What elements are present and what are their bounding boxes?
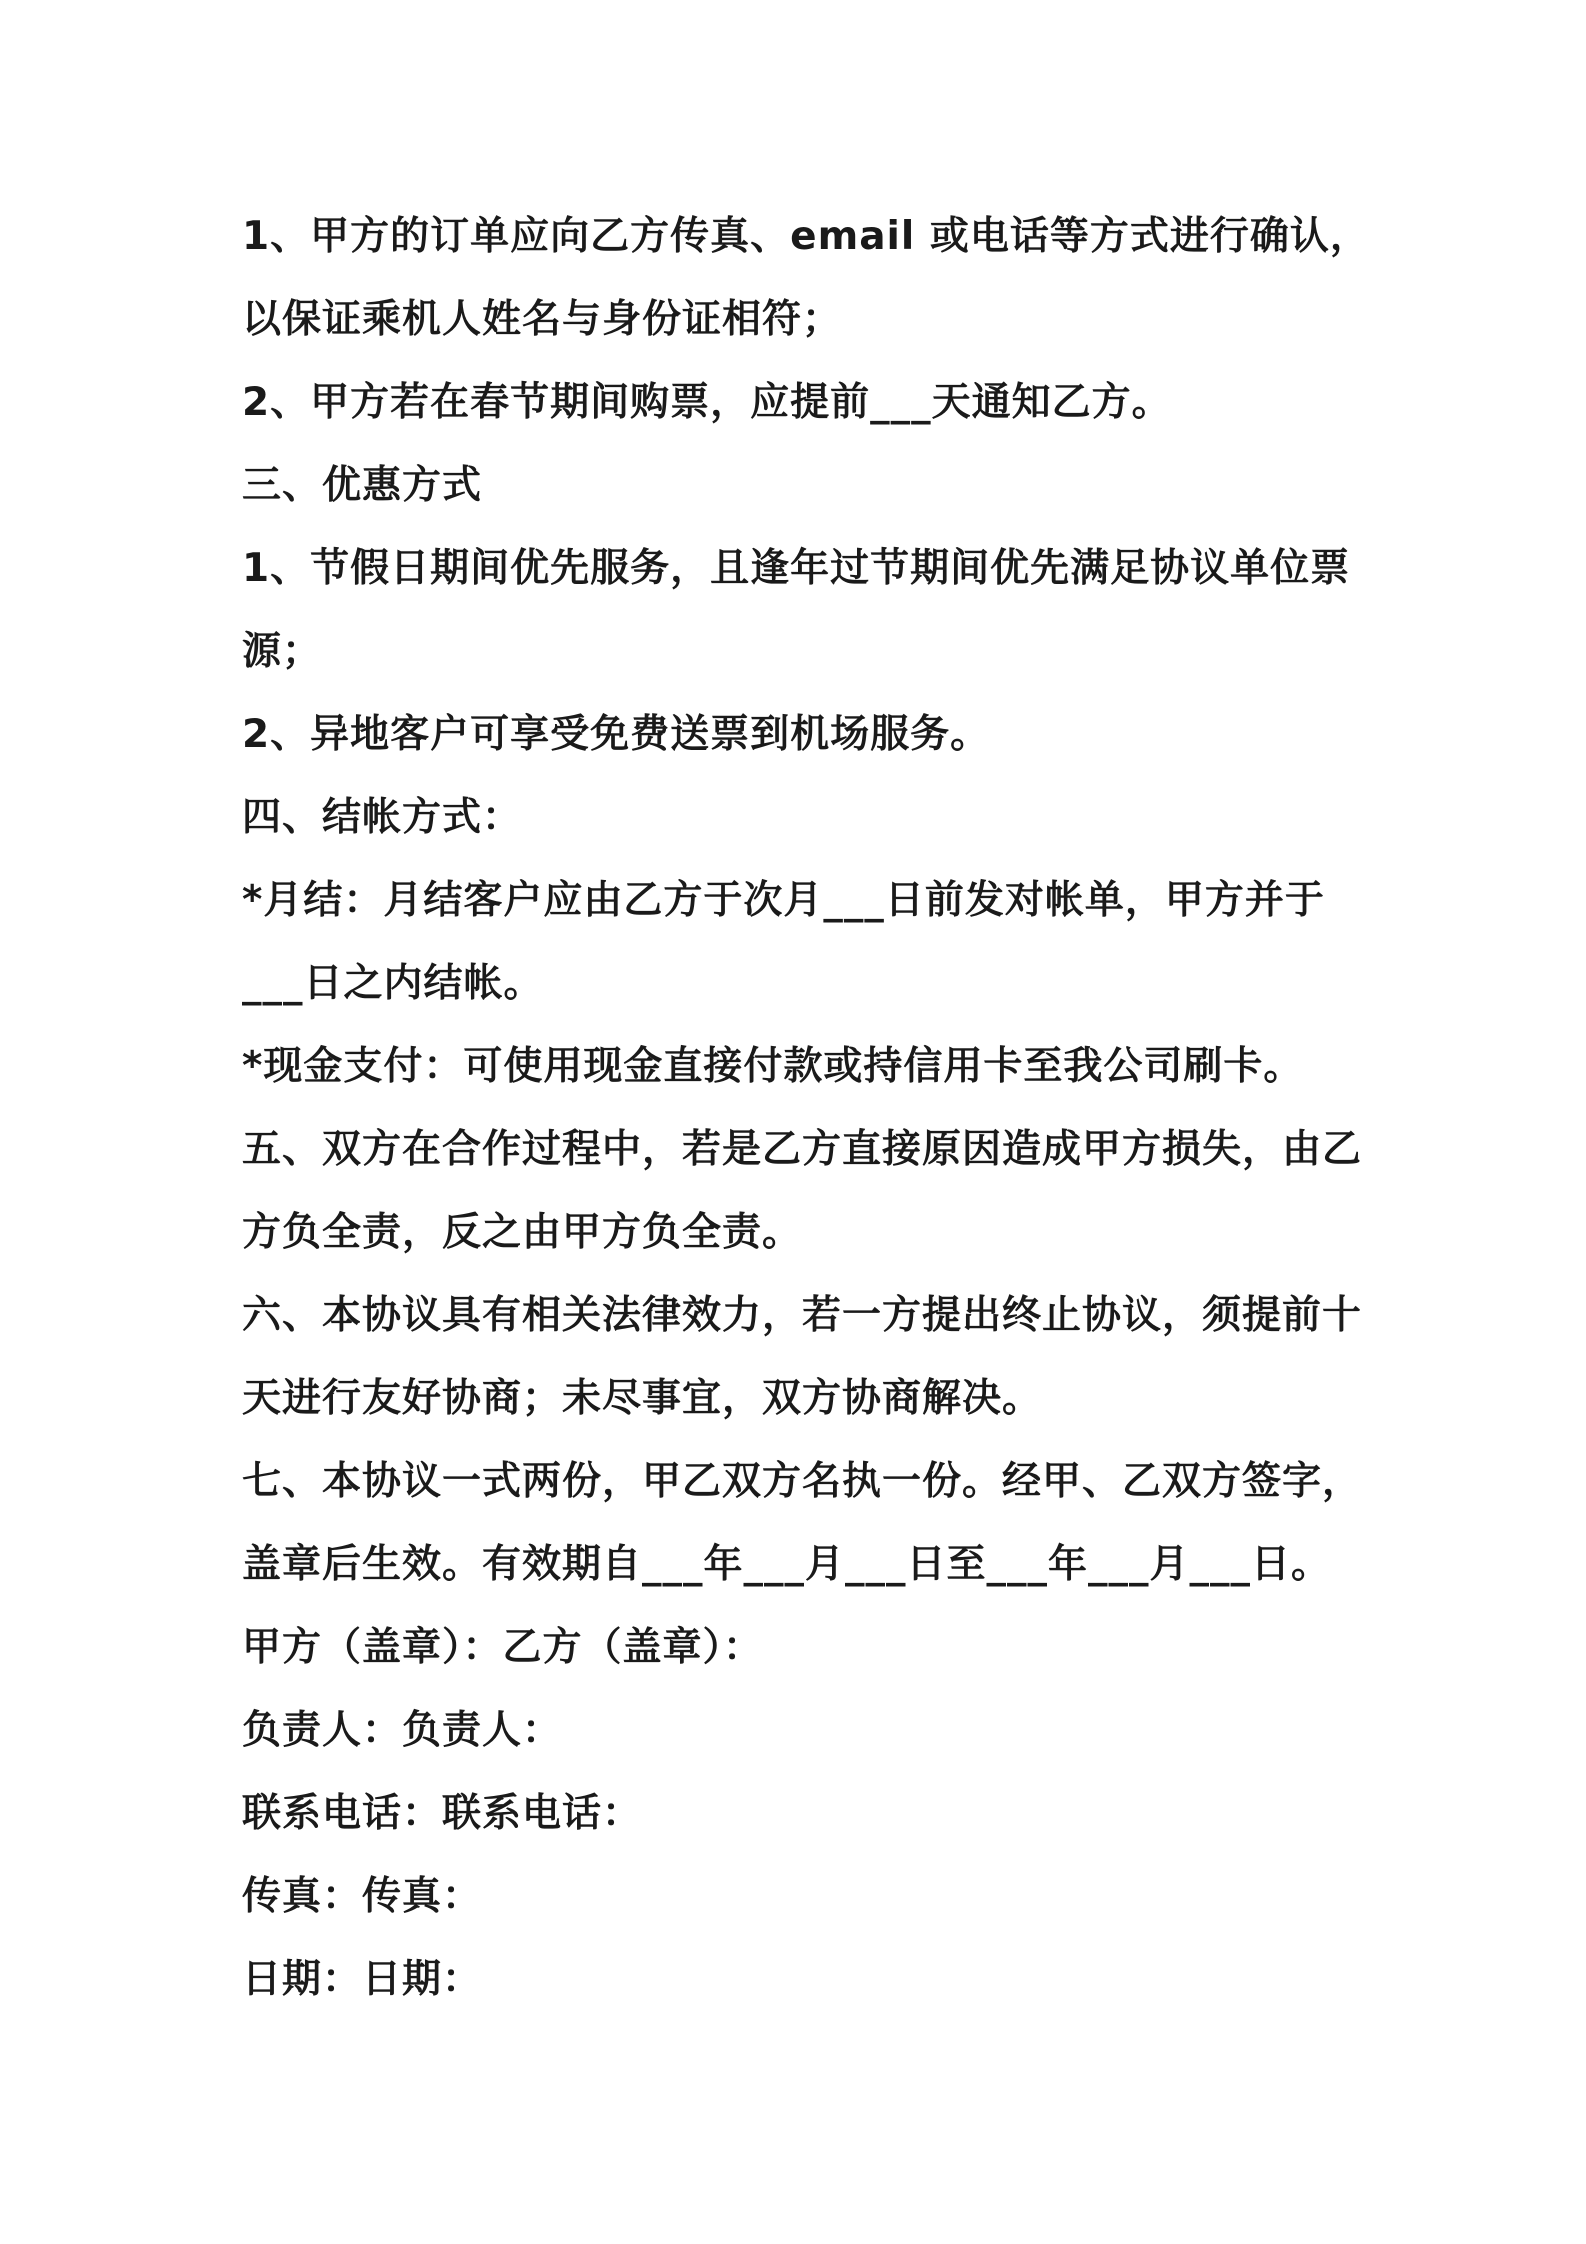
liability-clause-cont: 方负全责，反之由甲方负全责。 [242,1210,803,1255]
monthly-settlement-clause-cont: ___日之内结帐。 [242,961,544,1006]
holiday-priority-clause-cont: 源； [242,629,323,674]
legal-effect-clause-cont: 天进行友好协商；未尽事宜，双方协商解决。 [242,1376,1043,1421]
holiday-priority-clause: 1、节假日期间优先服务，且逢年过节期间优先满足协议单位票 [242,546,1351,591]
ticket-delivery-clause: 2、异地客户可享受免费送票到机场服务。 [242,712,991,757]
spring-festival-clause: 2、甲方若在春节期间购票，应提前___天通知乙方。 [242,380,1172,425]
monthly-settlement-clause: *月结：月结客户应由乙方于次月___日前发对帐单，甲方并于 [242,878,1325,923]
order-confirm-clause-cont: 以保证乘机人姓名与身份证相符； [242,297,843,342]
cash-payment-clause: *现金支付：可使用现金直接付款或持信用卡至我公司刷卡。 [242,1044,1304,1089]
document-body [242,195,1370,2021]
validity-period-clause: 盖章后生效。有效期自___年___月___日至___年___月___日。 [242,1542,1332,1587]
legal-effect-clause: 六、本协议具有相关法律效力，若一方提出终止协议，须提前十 [242,1293,1363,1338]
order-confirm-clause: 1、甲方的订单应向乙方传真、email 或电话等方式进行确认， [242,214,1370,259]
section-heading-discount: 三、优惠方式 [242,463,483,508]
section-heading-settlement: 四、结帐方式： [242,795,523,840]
liability-clause: 五、双方在合作过程中，若是乙方直接原因造成甲方损失，由乙 [242,1127,1363,1172]
copies-clause: 七、本协议一式两份，甲乙双方名执一份。经甲、乙双方签字， [242,1459,1363,1504]
seal-signature-line: 甲方（盖章）：乙方（盖章）： [242,1625,764,1670]
responsible-person-line: 负责人：负责人： [242,1708,563,1753]
date-line: 日期：日期： [242,1957,483,2002]
phone-line: 联系电话：联系电话： [242,1791,643,1836]
fax-line: 传真：传真： [242,1874,483,1919]
